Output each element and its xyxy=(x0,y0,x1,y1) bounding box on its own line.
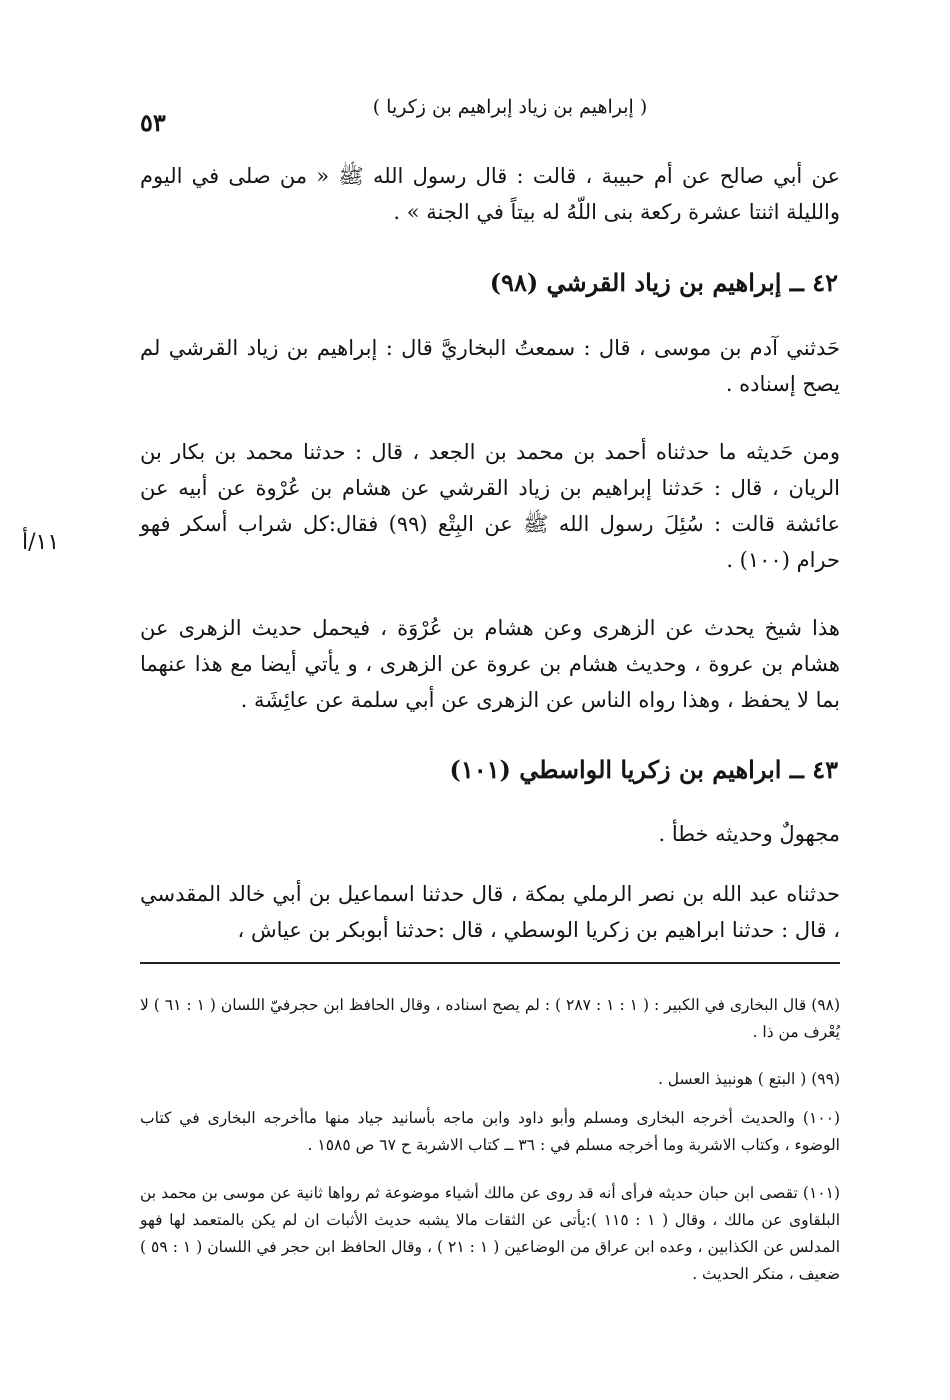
page-number: ٥٣ xyxy=(140,108,166,137)
manuscript-folio-marker: ١١/أ xyxy=(22,530,60,555)
footnote-98: (٩٨) قال البخارى في الكبير : ( ١ : ١ : ٢٨٧ ) : لم يصح اسناده ، وقال الحافظ ابن حجرفيّ اللسان ( ١ : ٦١ ) لا يُعْرف من ذا . xyxy=(140,996,841,1041)
footnote-99: (٩٩) ( البتع ) هونبيذ العسل . xyxy=(657,1070,840,1088)
paragraph-hadith-chain: ومن حَديثه ما حدثناه أحمد بن محمد بن الجعد ، قال : حدثنا محمد بن بكار بن الريان ، قال : حَدثنا إبراهيم بن زياد القرشي عن هشام بن عُرْوة عن أبيه عن عائشة قالت : سُئِلَ رسول الله ﷺ عن البِتْع (٩٩) فقال:كل شراب أسكر فهو حرام (١٠٠) . xyxy=(140,440,840,572)
running-header-title: ( إبراهيم بن زياد إبراهيم بن زكريا ) xyxy=(372,96,648,118)
footnote-separator xyxy=(140,962,840,964)
paragraph-hadith-opening: عن أبي صالح عن أم حبيبة ، قالت : قال رسول الله ﷺ « من صلى في اليوم والليلة اثنتا عشرة ركعة بنى اللّهُ له بيتاً في الجنة » . xyxy=(140,164,840,224)
paragraph-narrator-critique: هذا شيخ يحدث عن الزهرى وعن هشام بن عُرْوَة ، فيحمل حديث الزهرى عن هشام بن عروة ، وحديث هشام بن عروة عن الزهرى ، و يأتي أيضا مع هذا عنهما بما لا يحفظ ، وهذا رواه الناس عن الزهرى عن أبي سلمة عن عائِشَة . xyxy=(140,616,840,712)
paragraph-majhul: مجهولٌ وحديثه خطأ . xyxy=(658,822,840,846)
footnote-100: (١٠٠) والحديث أخرجه البخارى ومسلم وأبو داود وابن ماجه بأسانيد جياد منها ماأخرجه البخارى في كتاب الوضوء ، وكتاب الاشربة وما أخرجه مسلم في : ٣٦ ــ كتاب الاشربة ح ٦٧ ص ١٥٨٥ . xyxy=(140,1109,840,1154)
entry-heading-42: ٤٢ ــ إبراهيم بن زياد القرشي (٩٨) xyxy=(489,268,838,297)
paragraph-hadith-chain-2: حدثناه عبد الله بن نصر الرملي بمكة ، قال حدثنا اسماعيل بن أبي خالد المقدسي ، قال : حدثنا ابراهيم بن زكريا الوسطي ، قال :حدثنا أبوبكر بن عياش ، xyxy=(140,882,840,942)
paragraph-bukhari-statement: حَدثني آدم بن موسى ، قال : سمعتُ البخاريَّ قال : إبراهيم بن زياد القرشي لم يصح إسناده . xyxy=(140,336,840,396)
footnote-101: (١٠١) تقصى ابن حبان حديثه فرأى أنه قد روى عن مالك أشياء موضوعة ثم رواها ثانية عن موسى بن محمد بن البلقاوى عن مالك ، وقال ( ١ : ١١٥ ):يأتى عن الثقات مالا يشبه حديث الأثبات ان لم يكن بالمتعمد لها فهو المدلس عن الكذابين ، وعده ابن عراق من الوضاعين ( ١ : ٢١ ) ، وقال الحافظ ابن حجر في اللسان ( ١ : ٥٩ ) ضعيف ، منكر الحديث . xyxy=(140,1184,840,1283)
entry-heading-43: ٤٣ ــ ابراهيم بن زكريا الواسطي (١٠١) xyxy=(449,755,838,784)
